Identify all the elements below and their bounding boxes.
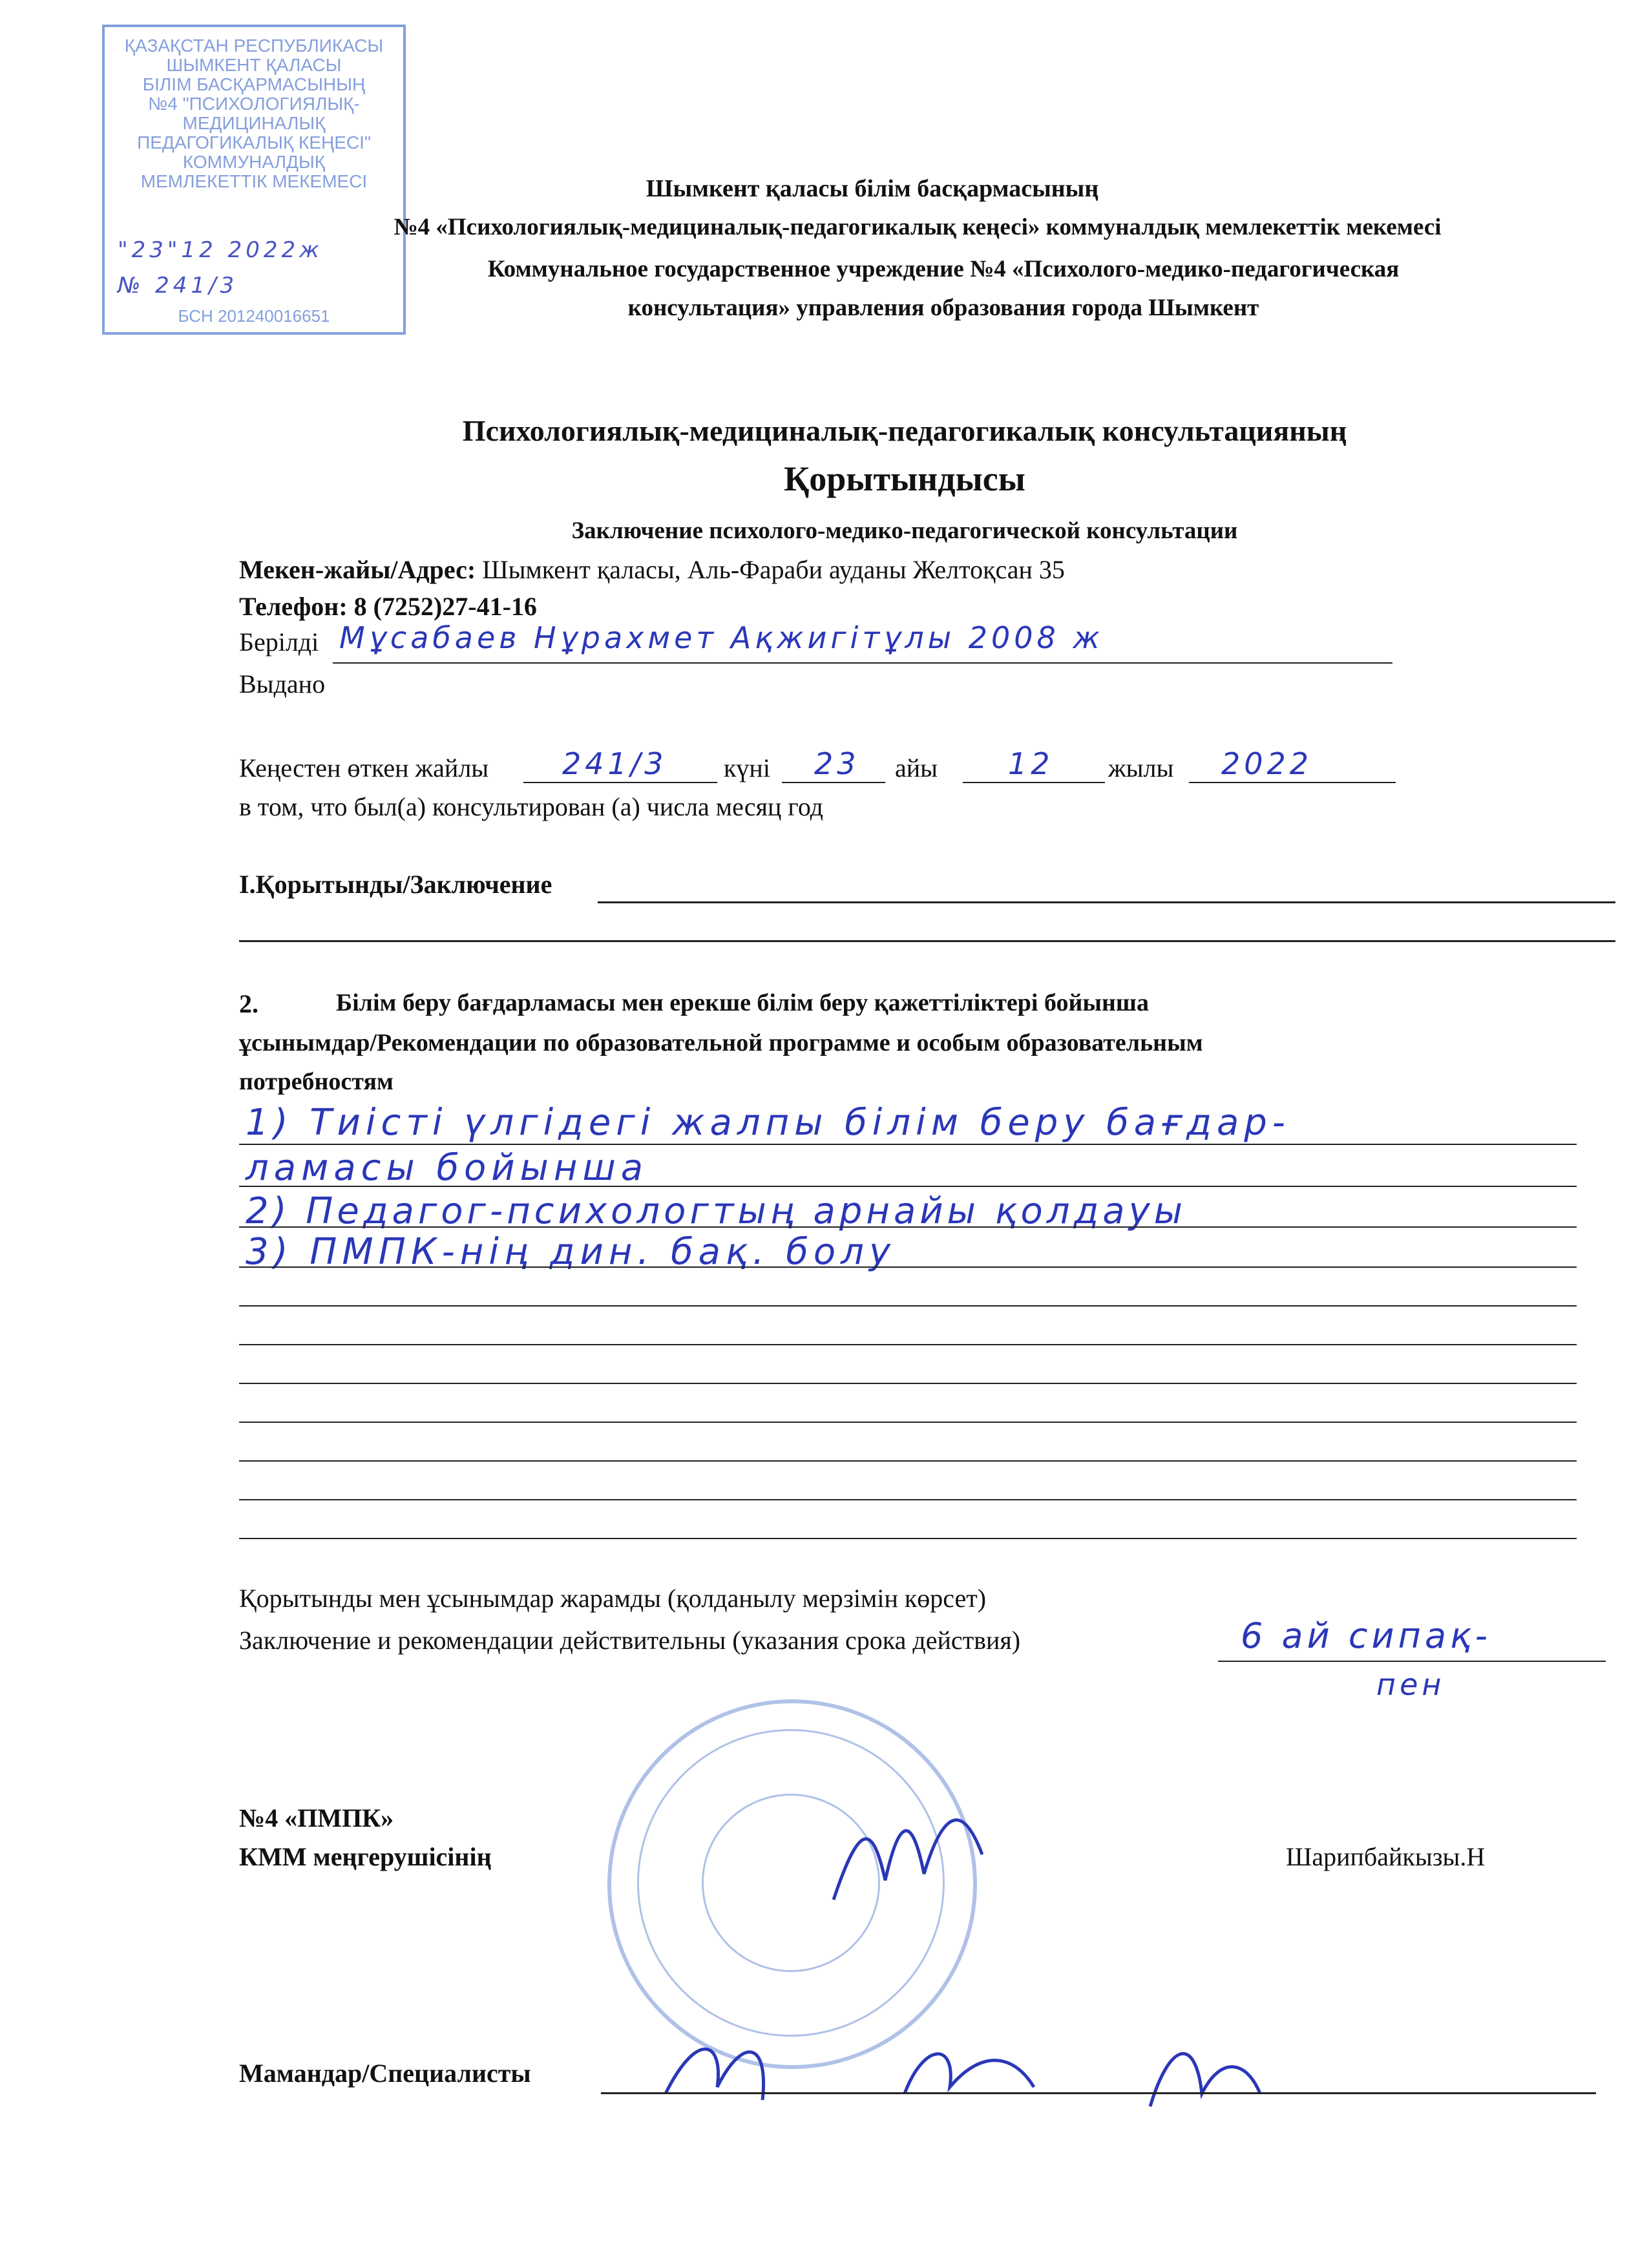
validity-line-ru: Заключение и рекомендации действительны (указания срока действия) [239,1626,1021,1655]
header-line-4: консультация» управления образования города Шымкент [627,295,1259,321]
recommend-number: 2. [239,989,258,1018]
address [239,554,1065,585]
signoff-org: №4 «ПМПК» [239,1803,394,1832]
header-line-2: №4 «Психологиялық-медициналық-педагогикалық кеңесі» коммуналдық мемлекеттік мекемесі [394,214,1442,240]
consult-month-label: айы [895,753,938,782]
consult-day-handwritten: 23 [814,746,860,781]
recommend-line-2: ұсынымдар/Рекомендации по образовательной программе и особым образовательным [239,1029,1203,1056]
director-signature [814,1783,1008,1945]
title-ru: Заключение психолого-медико-педагогической консультации [571,518,1238,544]
validity-handwritten-1: 6 ай сипақ- [1241,1615,1492,1656]
stamp-line: МЕДИЦИНАЛЫҚ [182,113,326,133]
phone: Телефон: 8 (7252)27-41-16 [239,592,537,621]
recommend-handwritten-3: 2) Педагог-психологтың арнайы қолдауы [246,1190,1186,1232]
stamp-bsn: БСН 201240016651 [178,306,330,326]
stamp-line: ШЫМКЕНТ ҚАЛАСЫ [166,55,342,75]
address-label: Мекен-жайы/Адрес: [239,555,476,584]
issued-label-kz: Берілді [239,627,319,656]
stamp-line: ҚАЗАҚСТАН РЕСПУБЛИКАСЫ [124,36,384,56]
stamp-line: №4 "ПСИХОЛОГИЯЛЫҚ- [148,94,360,114]
consult-year-label: жылы [1108,753,1174,782]
validity-handwritten-2: пен [1376,1667,1445,1702]
recommend-line-1: Білім беру бағдарламасы мен ерекше білім беру қажеттіліктері бойынша [336,989,1149,1016]
title-kz-line-1: Психологиялық-медициналық-педагогикалық консультацияның [462,414,1347,447]
consult-month-handwritten: 12 [1008,746,1054,781]
stamp-line: МЕМЛЕКЕТТІК МЕКЕМЕСІ [140,171,368,191]
issued-label-ru: Выдано [239,669,326,698]
consult-year-handwritten: 2022 [1221,746,1313,781]
validity-line-kz: Қорытынды мен ұсынымдар жарамды (қолданылу мерзімін көрсет) [239,1584,987,1613]
conclusion-label: І.Қорытынды/Заключение [239,870,552,899]
stamp-line: БІЛІМ БАСҚАРМАСЫНЫҢ [142,74,366,94]
consult-ru-line: в том, что был(а) консультирован (а) числа месяц год [239,792,824,821]
recommend-handwritten-2: ламасы бойынша [246,1147,649,1189]
recommend-handwritten-4: 3) ПМПК-нің дин. бақ. болу [246,1231,896,1273]
stamp-date-handwritten: "23"12 2022ж [118,237,323,263]
stamp-number-handwritten: № 241/3 [118,273,238,299]
stamp-line: КОММУНАЛДЫҚ [182,152,326,172]
header-line-3: Коммунальное государственное учреждение №4 «Психолого-медико-педагогическая [487,256,1400,282]
header-line-1: Шымкент қаласы білім басқармасының [646,175,1099,202]
institution-stamp [102,25,406,335]
consult-file-label: Кеңестен өткен жайлы [239,753,489,782]
specialists-signatures [646,2016,1292,2132]
recommend-handwritten-1: 1) Тиісті үлгідегі жалпы білім беру бағдар- [246,1102,1291,1144]
title-kz-line-2: Қорытындысы [784,459,1025,498]
recommend-line-3: потребностям [239,1068,394,1095]
consult-file-handwritten: 241/3 [562,746,667,781]
stamp-line: ПЕДАГОГИКАЛЫҚ КЕҢЕСІ" [137,132,371,152]
signoff-name: Шарипбайкызы.Н [1286,1842,1486,1871]
signoff-specialists: Мамандар/Специалисты [239,2059,531,2088]
signoff-role: КММ меңгерушісінің [239,1842,492,1871]
address-value: Шымкент қаласы, Аль-Фараби ауданы Желтоқсан 35 [482,555,1065,584]
consult-day-label: күні [724,753,770,782]
issued-value-handwritten: Мұсабаев Нұрахмет Ақжигітұлы 2008 ж [339,620,1104,655]
